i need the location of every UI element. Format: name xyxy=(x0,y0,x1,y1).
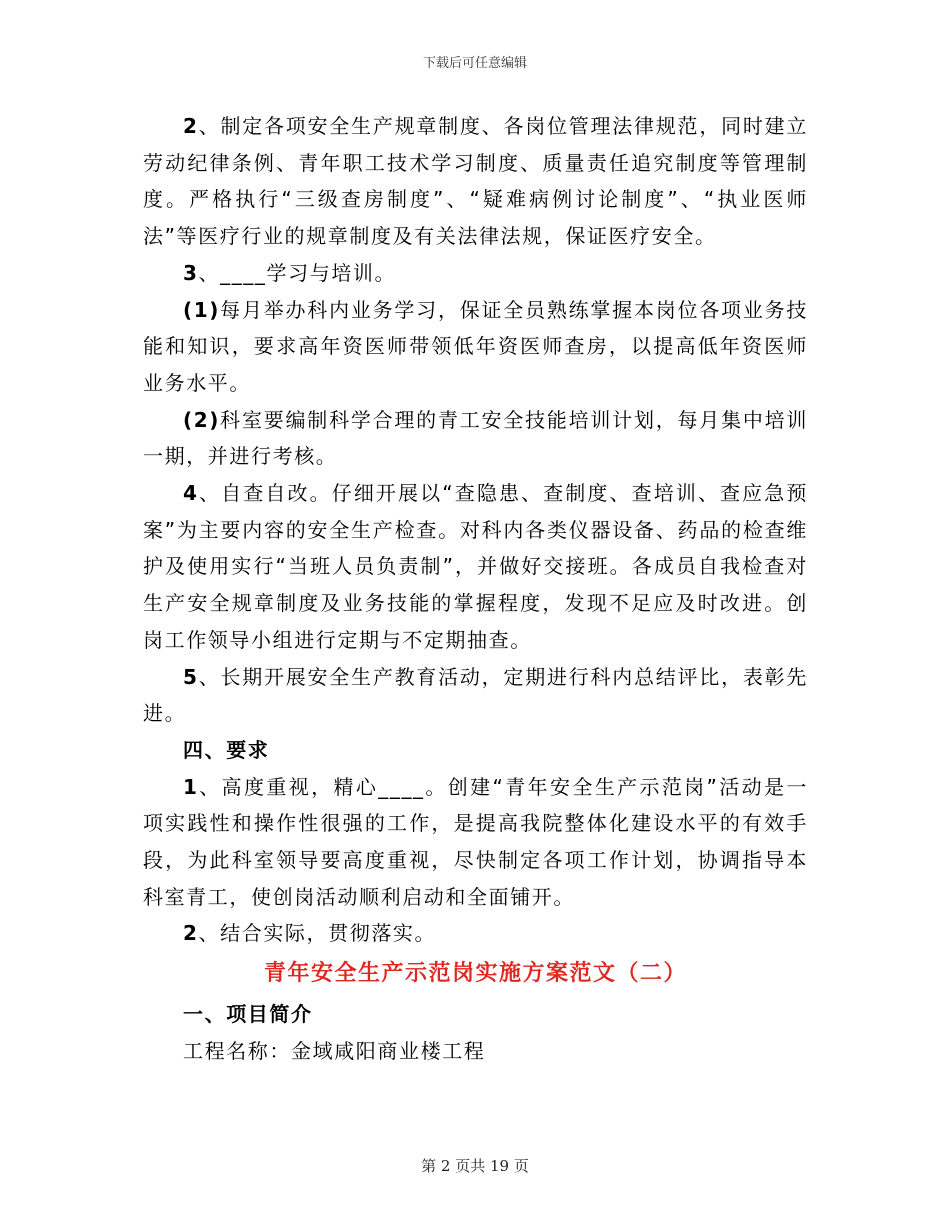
paragraph-item-2: 2、制定各项安全生产规章制度、各岗位管理法律规范，同时建立劳动纪律条例、青年职工技术学习制度、质量责任追究制度等管理制度。严格执行“三级查房制度”、“疑难病例讨论制度”、“执业医师法”等医疗行业的规章制度及有关法律法规，保证医疗安全。 xyxy=(143,114,808,249)
page-footer: 第 2 页共 19 页 xyxy=(421,1157,529,1175)
second-document-title: 青年安全生产示范岗实施方案范文（二） xyxy=(263,961,687,987)
paragraph-item-5: 5、长期开展安全生产教育活动，定期进行科内总结评比，表彰先进。 xyxy=(143,664,808,726)
project-name-line: 工程名称：金域咸阳商业楼工程 xyxy=(183,1038,486,1063)
paragraph-item-4: 4、自查自改。仔细开展以“查隐患、查制度、查培训、查应急预案”为主要内容的安全生产检查。对科内各类仪器设备、药品的检查维护及使用实行“当班人员负责制”，并做好交接班。各成员自我检查对生产安全规章制度及业务技能的掌握程度，发现不足应及时改进。创岗工作领导小组进行定期与不定期抽查。 xyxy=(143,481,808,652)
paragraph-item-3: 3、____学习与培训。 xyxy=(183,260,397,285)
section-heading-requirements: 四、要求 xyxy=(183,737,270,762)
page-header: 下载后可任意编辑 xyxy=(422,56,527,71)
document-body xyxy=(143,108,808,1070)
requirement-item-2: 2、结合实际，贯彻落实。 xyxy=(183,921,437,946)
section-heading-project-intro: 一、项目简介 xyxy=(183,1002,313,1027)
paragraph-sub-2: (2)科室要编制科学合理的青工安全技能培训计划，每月集中培训一期，并进行考核。 xyxy=(143,407,808,469)
requirement-item-1: 1、高度重视，精心____。创建“青年安全生产示范岗”活动是一项实践性和操作性很强的工作，是提高我院整体化建设水平的有效手段，为此科室领导要高度重视，尽快制定各项工作计划，协调指导本科室青工，使创岗活动顺利启动和全面铺开。 xyxy=(143,774,808,909)
paragraph-sub-1: (1)每月举办科内业务学习，保证全员熟练掌握本岗位各项业务技能和知识，要求高年资医师带领低年资医师查房，以提高低年资医师业务水平。 xyxy=(143,297,808,395)
